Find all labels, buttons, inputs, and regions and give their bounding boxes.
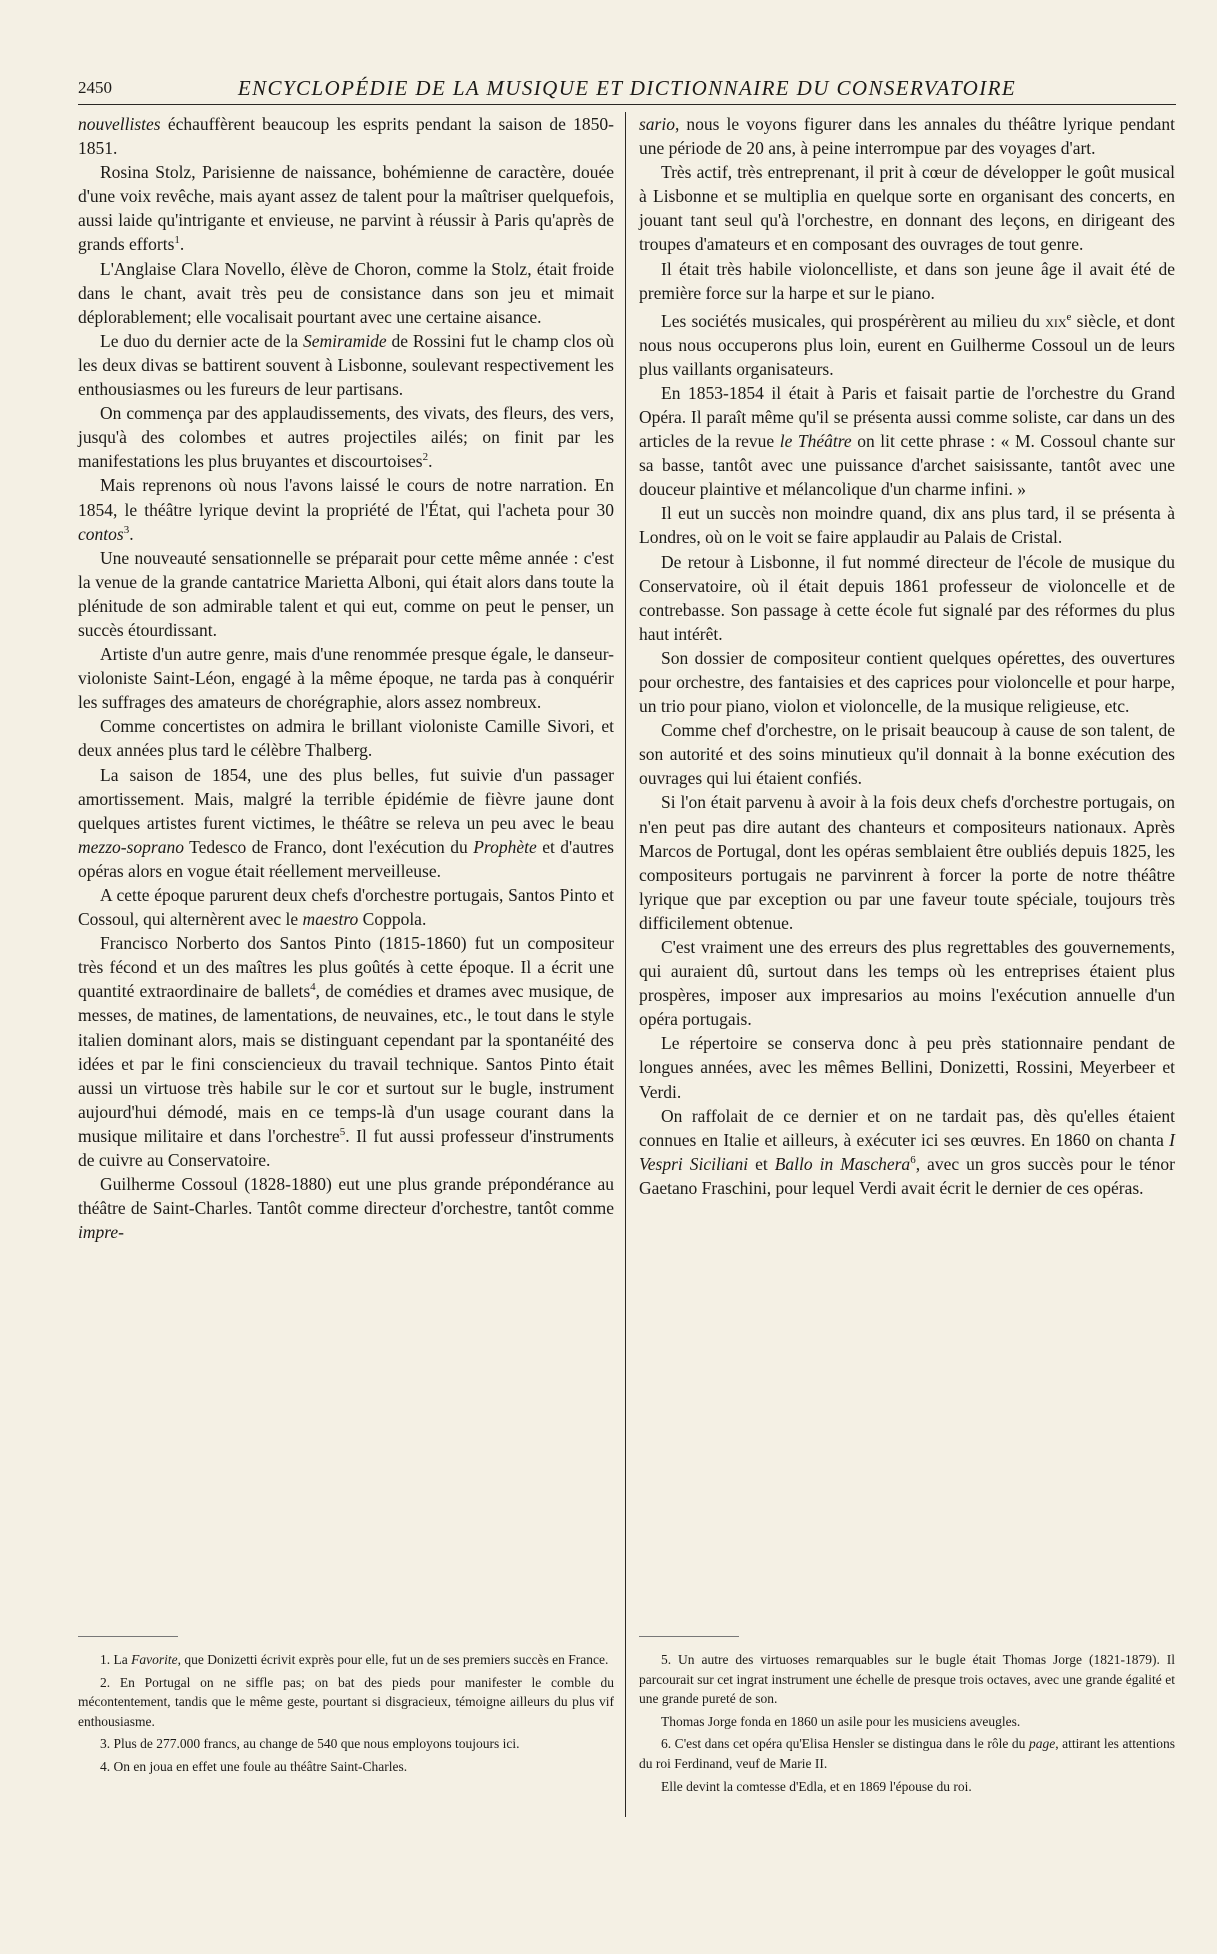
paragraph: Rosina Stolz, Parisienne de naissance, bohémienne de caractère, douée d'une voix revêche, mais ayant assez de talent pour la maîtriser quelquefois, aussi laide qu'intrigante et envieuse, ne parvint à réussir à Paris qu'après de grands efforts$^1$. xyxy=(78,162,614,255)
paragraph: Guilherme Cossoul (1828-1880) eut une plus grande prépondérance au théâtre de Saint-Charles. Tantôt comme directeur d'orchestre, tantôt comme impre- xyxy=(78,1174,614,1243)
paragraph: Il eut un succès non moindre quand, dix ans plus tard, il se présenta à Londres, où on le voit se faire applaudir au Palais de Cristal. xyxy=(639,503,1175,548)
paragraph: A cette époque parurent deux chefs d'orchestre portugais, Santos Pinto et Cossoul, qui alternèrent avec le maestro Coppola. xyxy=(78,885,614,930)
paragraph: Le duo du dernier acte de la Semiramide de Rossini fut le champ clos où les deux divas se battirent souvent à Lisbonne, soulevant respectivement les enthousiasmes ou les fureurs de leur partisans. xyxy=(78,330,614,400)
left-column xyxy=(78,112,614,1244)
footnote-ref: 5 xyxy=(339,1126,346,1139)
footnote: Thomas Jorge fonda en 1860 un asile pour les musiciens aveugles. xyxy=(661,1713,1021,1729)
footnotes-right xyxy=(639,1650,1175,1796)
paragraph: On commença par des applaudissements, des vivats, des fleurs, des vers, jusqu'à des colombes et autres projectiles ailés; on finit par les manifestations les plus bruyantes et discourtoises$^2$. xyxy=(78,403,614,472)
footnote-ref: 2 xyxy=(422,451,429,464)
paragraph: Les sociétés musicales, qui prospérèrent au milieu du xix$^e$ siècle, et dont nous nous occuperons plus loin, eurent en Guilherme Cossoul un de leurs plus vaillants organisateurs. xyxy=(639,310,1175,379)
paragraph: Mais reprenons où nous l'avons laissé le cours de notre narration. En 1854, le théâtre lyrique devint la propriété de l'État, qui l'acheta pour 30 contos$^3$. xyxy=(78,475,614,544)
footnote: Elle devint la comtesse d'Edla, et en 1869 l'épouse du roi. xyxy=(661,1778,972,1794)
paragraph: Il était très habile violoncelliste, et dans son jeune âge il avait été de première force sur la harpe et sur le piano. xyxy=(639,258,1175,303)
footnote: 6. C'est dans cet opéra qu'Elisa Hensler se distingua dans le rôle du page, attirant les attentions du roi Ferdinand, veuf de Marie II. xyxy=(639,1736,1175,1771)
column-divider xyxy=(625,112,626,1817)
paragraph: sario, nous le voyons figurer dans les annales du théâtre lyrique pendant une période de 20 ans, à peine interrompue par des voyages d'art. xyxy=(639,114,1175,159)
running-title: ENCYCLOPÉDIE DE LA MUSIQUE ET DICTIONNAIRE DU CONSERVATOIRE xyxy=(237,76,1017,100)
footnote: 4. On en joua en effet une foule au théâtre Saint-Charles. xyxy=(100,1758,408,1774)
paragraph: Très actif, très entreprenant, il prit à cœur de développer le goût musical à Lisbonne et se multiplia en quelque sorte en organisant des concerts, en jouant tant seul qu'à l'orchestre, en donnant des leçons, en dirigeant des troupes d'amateurs et en composant des ouvrages de tout genre. xyxy=(639,162,1175,255)
paragraph: Comme chef d'orchestre, on le prisait beaucoup à cause de son talent, de son autorité et des soins minutieux qu'il donnait à la bonne exécution des ouvrages qui lui étaient confiés. xyxy=(639,720,1175,789)
paragraph: Une nouveauté sensationnelle se préparait pour cette même année : c'est la venue de la grande cantatrice Marietta Alboni, qui était alors dans toute la plénitude de son admirable talent et qui eut, comme on peut le penser, un succès étourdissant. xyxy=(78,547,614,640)
paragraph: De retour à Lisbonne, il fut nommé directeur de l'école de musique du Conservatoire, où il était depuis 1861 professeur de violoncelle et de contrebasse. Son passage à cette école fut signalé par des réformes du plus haut intérêt. xyxy=(639,551,1175,644)
paragraph: nouvellistes échauffèrent beaucoup les esprits pendant la saison de 1850-1851. xyxy=(78,114,614,159)
right-column xyxy=(639,112,1175,1200)
paragraph: En 1853-1854 il était à Paris et faisait partie de l'orchestre du Grand Opéra. Il paraît même qu'il se présenta aussi comme soliste, car dans un des articles de la revue le Théâtre on lit cette phrase : « M. Cossoul chante sur sa basse, tantôt avec une puissance d'archet saisissante, tantôt avec une douceur plaintive et mélancolique d'un charme infini. » xyxy=(639,382,1175,500)
paragraph: Francisco Norberto dos Santos Pinto (1815-1860) fut un compositeur très fécond et un des maîtres les plus goûtés à cette époque. Il a écrit une quantité extraordinaire de ballets$^4$, de comédies et drames avec musique, de messes, de matines, de lamentations, de neuvaines, etc., le tout dans le style italien dominant alors, mais se distinguant cependant par la spontanéité des idées et par le fini consciencieux du travail technique. Santos Pinto était aussi un virtuose très habile sur le cor et surtout sur le bugle, instrument aujourd'hui démodé, mais en ce temps-là d'un usage courant dans la musique militaire et dans l'orchestre$^5$. Il fut aussi professeur d'instruments de cuivre au Conservatoire. xyxy=(78,933,614,1171)
footnote: 5. Un autre des virtuoses remarquables sur le bugle était Thomas Jorge (1821-1879). Il parcourait sur cet ingrat instrument une échelle de presque trois octaves, avec une grande égalité et une grande pureté de son. xyxy=(639,1652,1175,1707)
footnote-ref: 6 xyxy=(910,1154,916,1167)
paragraph: On raffolait de ce dernier et on ne tardait pas, dès qu'elles étaient connues en Italie et ailleurs, à exécuter ici ses œuvres. En 1860 on chanta I Vespri Siciliani et Ballo in Maschera$^6$, avec un gros succès pour le ténor Gaetano Fraschini, pour lequel Verdi avait écrit le dernier de ces opéras. xyxy=(639,1105,1176,1198)
footnote-ref: 3 xyxy=(123,523,130,536)
paragraph: Artiste d'un autre genre, mais d'une renommée presque égale, le danseur-violoniste Saint-Léon, engagé à la même époque, ne tarda pas à conquérir les suffrages des amateurs de chorégraphie, alors assez nombreux. xyxy=(78,644,614,713)
footnote-separator xyxy=(78,1636,178,1637)
paragraph: Son dossier de compositeur contient quelques opérettes, des ouvertures pour orchestre, des fantaisies et des caprices pour violoncelle et pour harpe, un trio pour piano, violon et violoncelle, de la musique religieuse, etc. xyxy=(639,647,1175,717)
footnote: 1. La Favorite, que Donizetti écrivit exprès pour elle, fut un de ses premiers succès en France. xyxy=(100,1652,609,1667)
footnotes-left xyxy=(78,1650,614,1777)
paragraph: Le répertoire se conserva donc à peu près stationnaire pendant de longues années, avec les mêmes Bellini, Donizetti, Rossini, Meyerbeer et Verdi. xyxy=(639,1033,1175,1102)
footnote-separator xyxy=(639,1636,739,1637)
footnote-ref: 1 xyxy=(174,234,180,247)
paragraph: C'est vraiment une des erreurs des plus regrettables des gouvernements, qui auraient dû, surtout dans les temps où les entreprises étaient plus prospères, imposer aux impresarios au moins l'exécution annuelle d'un opéra portugais. xyxy=(639,937,1175,1030)
page-header xyxy=(78,74,1176,105)
paragraph: La saison de 1854, une des plus belles, fut suivie d'un passager amortissement. Mais, malgré la terrible épidémie de fièvre jaune dont quelques artistes furent victimes, le théâtre se releva un peu avec le beau mezzo-soprano Tedesco de Franco, dont l'exécution du Prophète et d'autres opéras alors en vogue était réellement merveilleuse. xyxy=(78,764,614,881)
footnote-ref: 4 xyxy=(310,981,316,994)
footnote: 2. En Portugal on ne siffle pas; on bat des pieds pour manifester le comble du mécontentement, tandis que le même geste, pourtant si disgracieux, témoigne ailleurs du plus vif enthousiasme. xyxy=(78,1674,614,1729)
paragraph: Si l'on était parvenu à avoir à la fois deux chefs d'orchestre portugais, on n'en peut pas dire autant des chanteurs et compositeurs nationaux. Après Marcos de Portugal, dont les opéras semblaient être oubliés depuis 1825, les compositeurs portugais ne parvinrent à forcer la porte de notre théâtre lyrique que par exception ou par une faveur toute spéciale, toujours très difficilement obtenue. xyxy=(639,792,1175,933)
page-number: 2450 xyxy=(78,78,112,97)
footnote: 3. Plus de 277.000 francs, au change de 540 que nous employons toujours ici. xyxy=(100,1736,520,1752)
paragraph: L'Anglaise Clara Novello, élève de Choron, comme la Stolz, était froide dans le chant, avait très peu de consistance dans son jeu et mimait déplorablement; elle vocalisait pourtant avec une certaine aisance. xyxy=(78,258,614,327)
paragraph: Comme concertistes on admira le brillant violoniste Camille Sivori, et deux années plus tard le célèbre Thalberg. xyxy=(78,716,614,761)
